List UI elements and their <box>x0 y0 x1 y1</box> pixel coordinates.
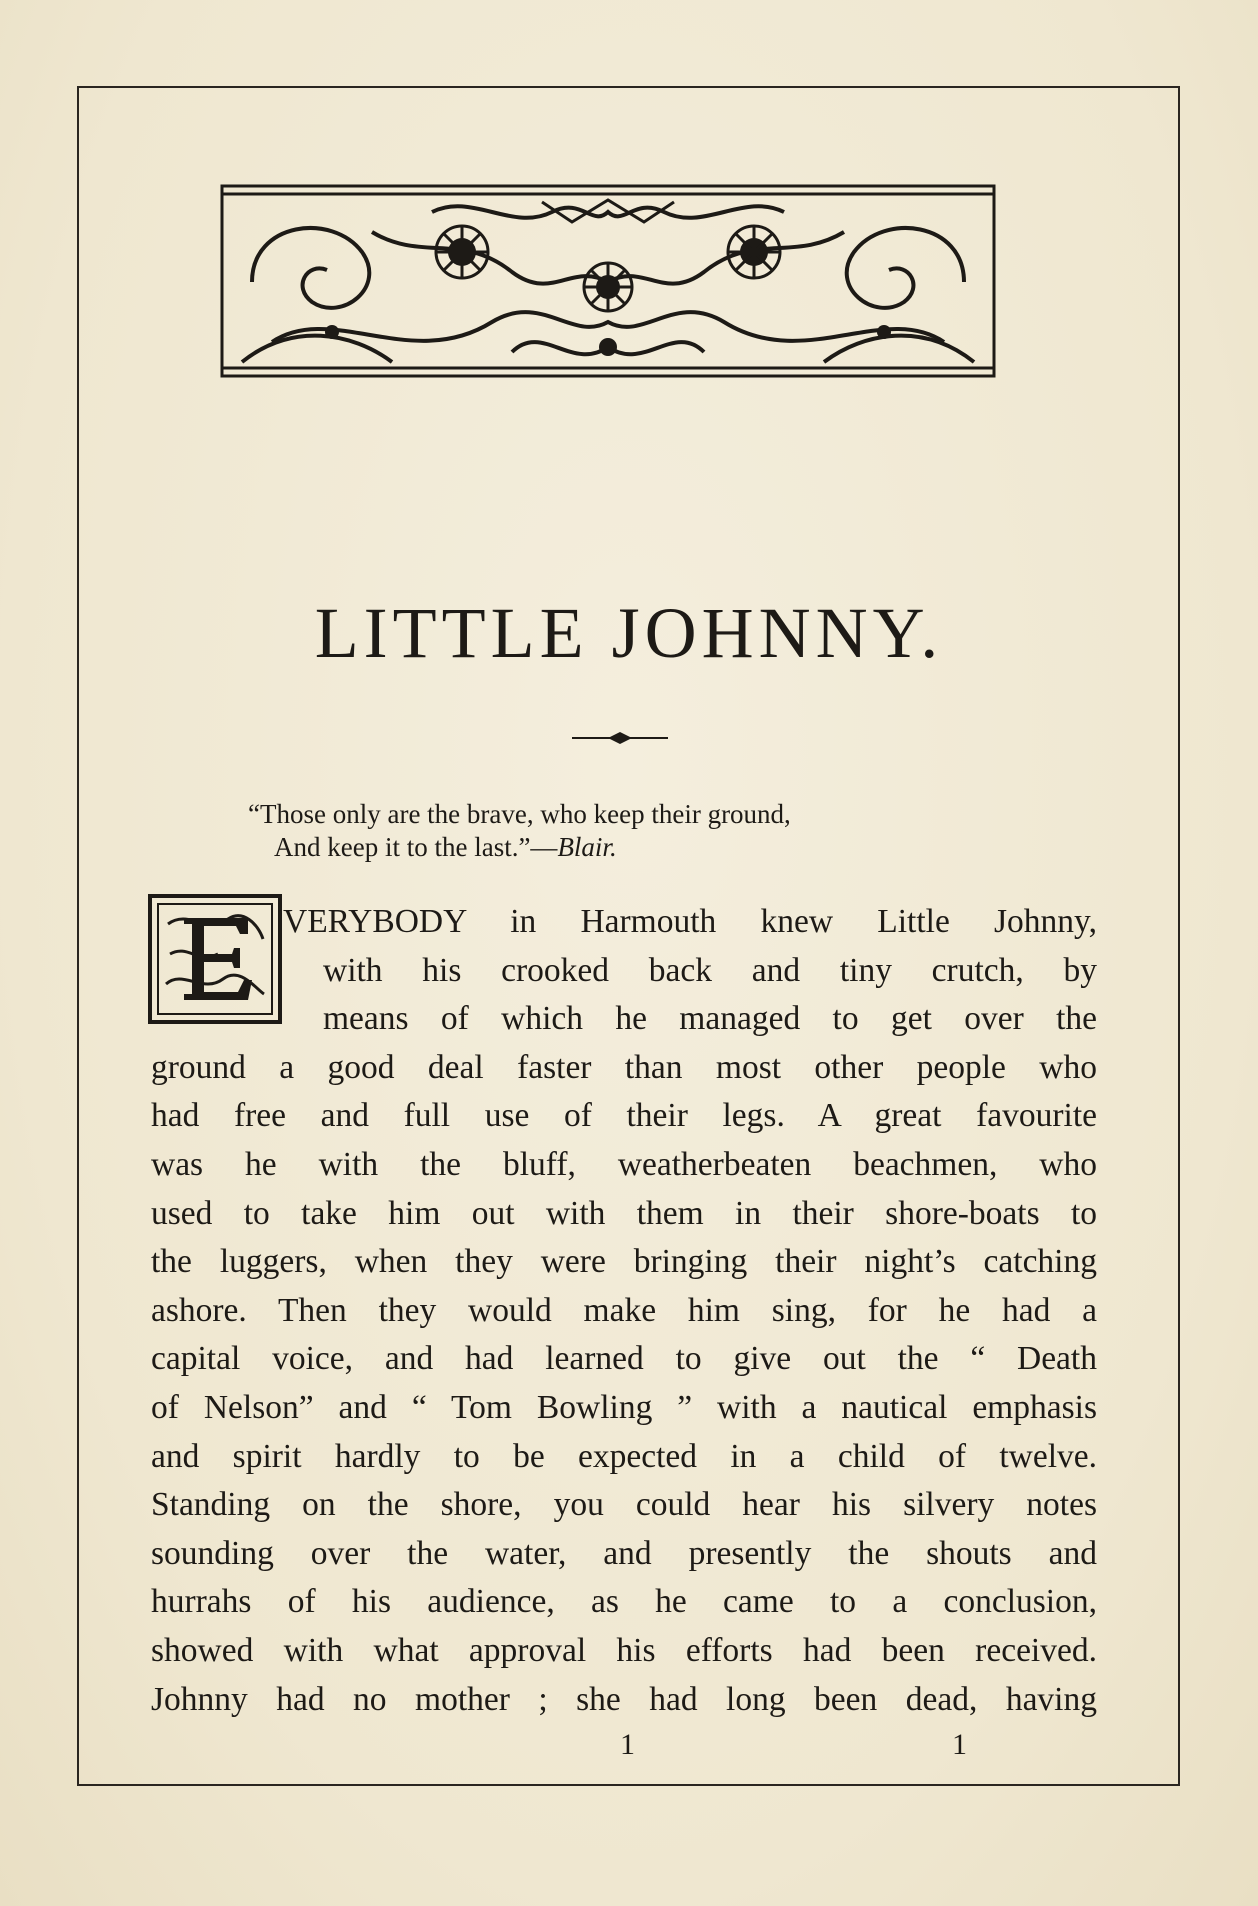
body-line: had free and full use of their legs. A great favourite <box>151 1097 1097 1135</box>
chapter-title: LITTLE JOHNNY. <box>314 593 944 673</box>
body-line: of Nelson” and “ Tom Bowling ” with a nautical emphasis <box>151 1388 1097 1426</box>
body-line: the luggers, when they were bringing their night’s catching <box>151 1243 1097 1281</box>
body-line: used to take him out with them in their shore-boats to <box>151 1194 1097 1232</box>
body-line: sounding over the water, and presently the shouts and <box>151 1534 1097 1572</box>
body-text <box>151 898 1097 1724</box>
body-line: means of which he managed to get over the <box>323 1000 1097 1038</box>
body-line: showed with what approval his efforts had been received. <box>151 1631 1097 1669</box>
ornamental-headpiece <box>212 172 1004 392</box>
title-rule-ornament <box>570 728 670 748</box>
body-line: was he with the bluff, weatherbeaten beachmen, who <box>151 1145 1097 1183</box>
body-line: ashore. Then they would make him sing, for he had a <box>151 1291 1097 1329</box>
body-line: hurrahs of his audience, as he came to a conclusion, <box>151 1583 1097 1621</box>
body-line: ground a good deal faster than most other people who <box>151 1048 1097 1086</box>
epigraph-quote-end: And keep it to the last.”— <box>274 832 558 862</box>
signature-mark: 1 <box>952 1728 967 1761</box>
epigraph-author: Blair. <box>557 832 617 862</box>
body-line: Standing on the shore, you could hear his silvery notes <box>151 1486 1097 1524</box>
epigraph-line-2 <box>248 831 1008 864</box>
body-line: and spirit hardly to be expected in a child of twelve. <box>151 1437 1097 1475</box>
page-number: 1 <box>620 1728 635 1761</box>
body-line: with his crooked back and tiny crutch, by <box>323 951 1097 989</box>
epigraph-line-1: “Those only are the brave, who keep their ground, <box>248 799 791 829</box>
body-line: VERYBODY in Harmouth knew Little Johnny, <box>283 903 1097 940</box>
body-line: Johnny had no mother ; she had long been dead, having <box>151 1680 1097 1718</box>
epigraph <box>248 798 1008 864</box>
body-line: capital voice, and had learned to give out the “ Death <box>151 1340 1097 1378</box>
